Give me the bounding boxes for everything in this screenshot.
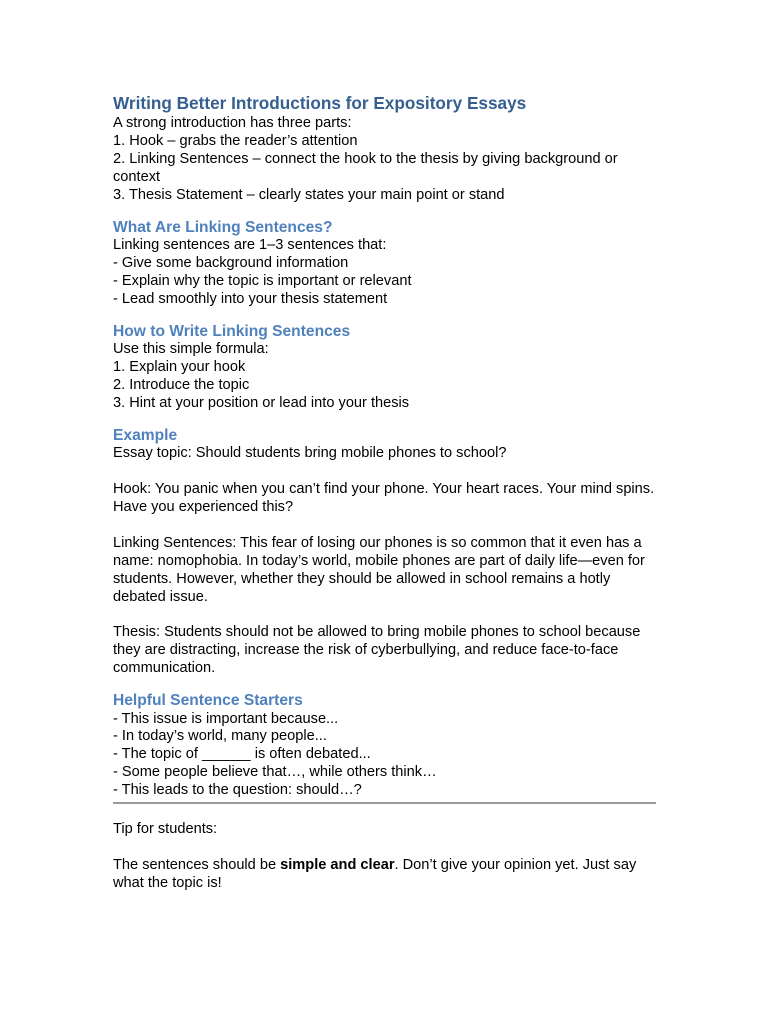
tip-text [113,857,658,893]
document-title: Writing Better Introductions for Expository Essays [113,93,527,113]
starter-line: - This leads to the question: should…? [113,782,362,799]
how-to-line: 3. Hint at your position or lead into your thesis [113,394,410,411]
example-section [113,445,658,678]
intro-section [113,115,658,205]
document-body [113,92,658,893]
how-to-heading: How to Write Linking Sentences [113,322,351,340]
example-thesis: Thesis: Students should not be allowed to bring mobile phones to school because they are distracting, increase the risk of cyberbullying, and reduce face-to-face communication. [113,624,641,677]
starters-section [113,711,658,801]
how-to-line: 2. Introduce the topic [113,376,250,393]
tip-section [113,821,658,893]
linking-heading: What Are Linking Sentences? [113,218,333,236]
starters-heading: Helpful Sentence Starters [113,692,303,710]
example-linking: Linking Sentences: This fear of losing our phones is so common that it even has a name: nomophobia. In today’s world, mobile phones are part of daily life—even for students. However, whether they should be allowed in school remains a hotly debated issue. [113,534,645,605]
how-to-line: Use this simple formula: [113,341,269,358]
example-topic: Essay topic: Should students bring mobile phones to school? [113,445,507,462]
starter-line: - In today’s world, many people... [113,728,327,745]
linking-line: Linking sentences are 1–3 sentences that: [113,237,387,254]
linking-line: - Explain why the topic is important or relevant [113,272,412,289]
intro-line: A strong introduction has three parts: [113,115,352,131]
starter-line: - Some people believe that…, while others think… [113,764,437,781]
how-to-line: 1. Explain your hook [113,359,246,376]
tip-text-before: The sentences should be [113,856,281,873]
tip-emphasis: simple and clear [280,856,395,873]
linking-line: - Give some background information [113,254,349,271]
section-divider [113,802,656,804]
how-to-section [113,341,658,413]
example-heading: Example [113,426,178,444]
intro-line: 1. Hook – grabs the reader’s attention [113,132,358,149]
intro-line: 3. Thesis Statement – clearly states your main point or stand [113,186,505,203]
tip-label: Tip for students: [113,821,218,838]
starter-line: - This issue is important because... [113,710,339,727]
example-hook: Hook: You panic when you can’t find your phone. Your heart races. Your mind spins. Have you experienced this? [113,481,655,515]
linking-line: - Lead smoothly into your thesis statement [113,290,388,307]
intro-line: 2. Linking Sentences – connect the hook to the thesis by giving background or context [113,150,618,185]
starter-line: - The topic of ______ is often debated... [113,746,371,763]
tip-text-after: . Don’t give your opinion yet. Just say what the topic is! [113,856,637,891]
linking-section [113,237,658,309]
